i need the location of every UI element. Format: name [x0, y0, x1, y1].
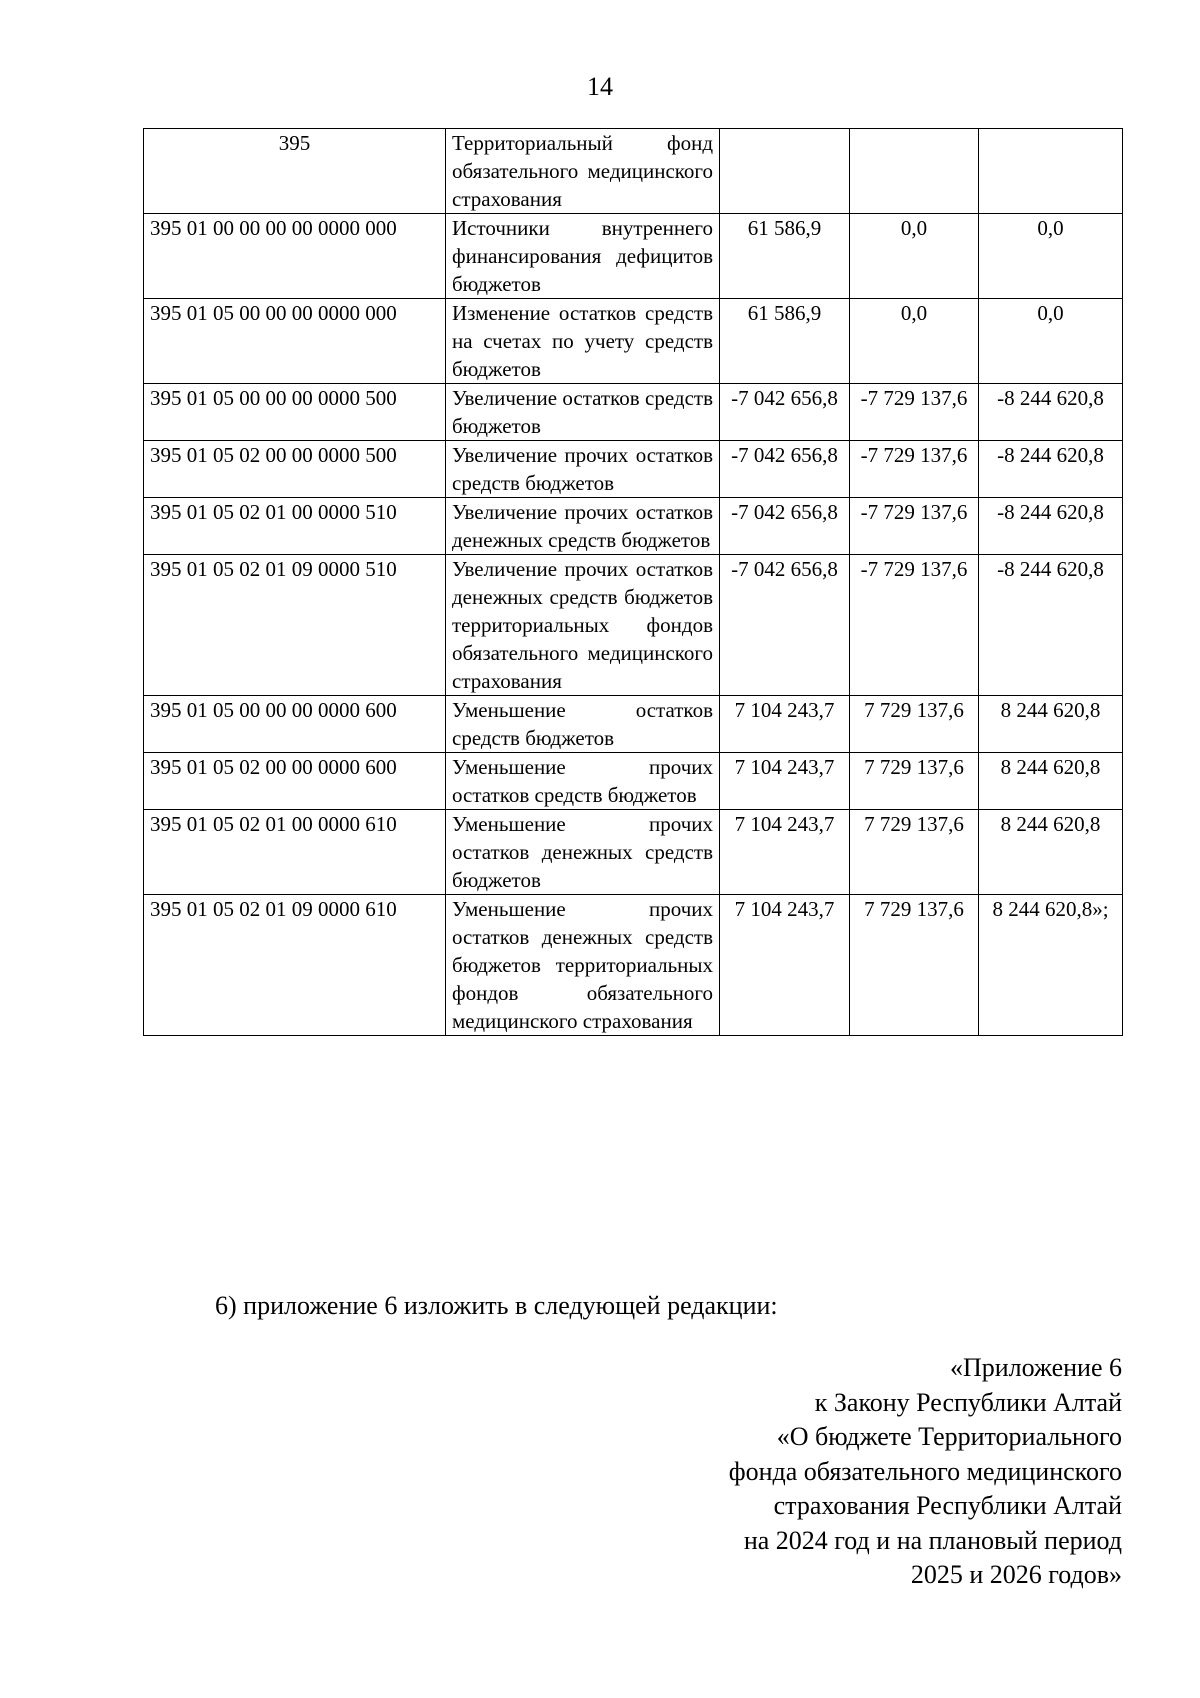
amount-2024-cell: 61 586,9: [720, 299, 850, 384]
amount-2024-cell: -7 042 656,8: [720, 555, 850, 696]
amount-2026-cell: -8 244 620,8: [979, 384, 1123, 441]
appendix-heading-line: «О бюджете Территориального: [776, 1422, 1122, 1451]
amount-2025-cell: -7 729 137,6: [850, 441, 979, 498]
amount-2025-cell: 7 729 137,6: [850, 696, 979, 753]
amount-2026-cell: 0,0: [979, 214, 1123, 299]
budget-code-cell: 395 01 05 02 00 00 0000 500: [144, 441, 446, 498]
amount-2026-cell: -8 244 620,8: [979, 555, 1123, 696]
amount-2024-cell: [720, 129, 850, 214]
amount-2025-cell: 7 729 137,6: [850, 895, 979, 1036]
budget-code-cell: 395: [144, 129, 446, 214]
amount-2024-cell: 7 104 243,7: [720, 696, 850, 753]
amount-2024-cell: 61 586,9: [720, 214, 850, 299]
item-name-cell: Уменьшение остатков средств бюджетов: [446, 696, 720, 753]
appendix-heading-line: на 2024 год и на плановый период: [743, 1525, 1122, 1555]
table-row: [144, 299, 1123, 384]
amount-2025-cell: [850, 129, 979, 214]
table-row: [144, 441, 1123, 498]
amount-2026-cell: 8 244 620,8: [979, 696, 1123, 753]
amount-2024-cell: 7 104 243,7: [720, 895, 850, 1036]
budget-code-cell: 395 01 05 02 01 09 0000 510: [144, 555, 446, 696]
budget-code-cell: 395 01 00 00 00 00 0000 000: [144, 214, 446, 299]
amount-2026-cell: 0,0: [979, 299, 1123, 384]
appendix-heading-line: страхования Республики Алтай: [773, 1491, 1122, 1520]
appendix-heading-line: фонда обязательного медицинского: [728, 1456, 1122, 1486]
table-row: [144, 895, 1123, 1036]
table-row: [144, 696, 1123, 753]
amount-2026-cell: 8 244 620,8: [979, 810, 1123, 895]
table-row: [144, 498, 1123, 555]
item-name-cell: Изменение остатков средств на счетах по учету средств бюджетов: [446, 299, 720, 384]
item-name-cell: Уменьшение прочих остатков денежных средств бюджетов территориальных фондов обязательного медицинского страхования: [446, 895, 720, 1036]
amount-2025-cell: 0,0: [850, 299, 979, 384]
item-name-cell: Увеличение прочих остатков денежных средств бюджетов: [446, 498, 720, 555]
appendix-heading-line: к Закону Республики Алтай: [814, 1387, 1122, 1417]
budget-code-cell: 395 01 05 02 01 09 0000 610: [144, 895, 446, 1036]
item-name-cell: Уменьшение прочих остатков денежных средств бюджетов: [446, 810, 720, 895]
appendix-heading: [522, 1351, 1122, 1593]
page-number: 14: [587, 72, 613, 101]
amount-2024-cell: -7 042 656,8: [720, 498, 850, 555]
budget-code-cell: 395 01 05 00 00 00 0000 500: [144, 384, 446, 441]
table-row: [144, 384, 1123, 441]
table-row: [144, 214, 1123, 299]
amount-2025-cell: 7 729 137,6: [850, 810, 979, 895]
item-name-cell: Территориальный фонд обязательного медицинского страхования: [446, 129, 720, 214]
amount-2026-cell: -8 244 620,8: [979, 498, 1123, 555]
amount-2026-cell: -8 244 620,8: [979, 441, 1123, 498]
budget-code-cell: 395 01 05 02 00 00 0000 600: [144, 753, 446, 810]
budget-code-cell: 395 01 05 00 00 00 0000 600: [144, 696, 446, 753]
amount-2026-cell: 8 244 620,8»;: [979, 895, 1123, 1036]
amount-2025-cell: -7 729 137,6: [850, 555, 979, 696]
amount-2026-cell: [979, 129, 1123, 214]
appendix-heading-line: 2025 и 2026 годов»: [910, 1560, 1122, 1589]
item-name-cell: Увеличение прочих остатков средств бюджетов: [446, 441, 720, 498]
item-name-cell: Увеличение остатков средств бюджетов: [446, 384, 720, 441]
amount-2025-cell: 0,0: [850, 214, 979, 299]
amount-2026-cell: 8 244 620,8: [979, 753, 1123, 810]
amount-2024-cell: -7 042 656,8: [720, 441, 850, 498]
amount-2025-cell: 7 729 137,6: [850, 753, 979, 810]
amount-2025-cell: -7 729 137,6: [850, 498, 979, 555]
budget-code-cell: 395 01 05 02 01 00 0000 510: [144, 498, 446, 555]
item-name-cell: Увеличение прочих остатков денежных средств бюджетов территориальных фондов обязательного медицинского страхования: [446, 555, 720, 696]
table-row: [144, 753, 1123, 810]
amount-2024-cell: 7 104 243,7: [720, 753, 850, 810]
table-row: [144, 810, 1123, 895]
budget-sources-table: [143, 128, 1123, 1036]
budget-code-cell: 395 01 05 02 01 00 0000 610: [144, 810, 446, 895]
amendment-instruction: 6) приложение 6 изложить в следующей редакции:: [215, 1291, 778, 1320]
budget-code-cell: 395 01 05 00 00 00 0000 000: [144, 299, 446, 384]
amount-2024-cell: -7 042 656,8: [720, 384, 850, 441]
amount-2024-cell: 7 104 243,7: [720, 810, 850, 895]
appendix-heading-line: «Приложение 6: [949, 1353, 1122, 1382]
table-row: [144, 555, 1123, 696]
item-name-cell: Источники внутреннего финансирования дефицитов бюджетов: [446, 214, 720, 299]
item-name-cell: Уменьшение прочих остатков средств бюджетов: [446, 753, 720, 810]
amount-2025-cell: -7 729 137,6: [850, 384, 979, 441]
table-row: [144, 129, 1123, 214]
